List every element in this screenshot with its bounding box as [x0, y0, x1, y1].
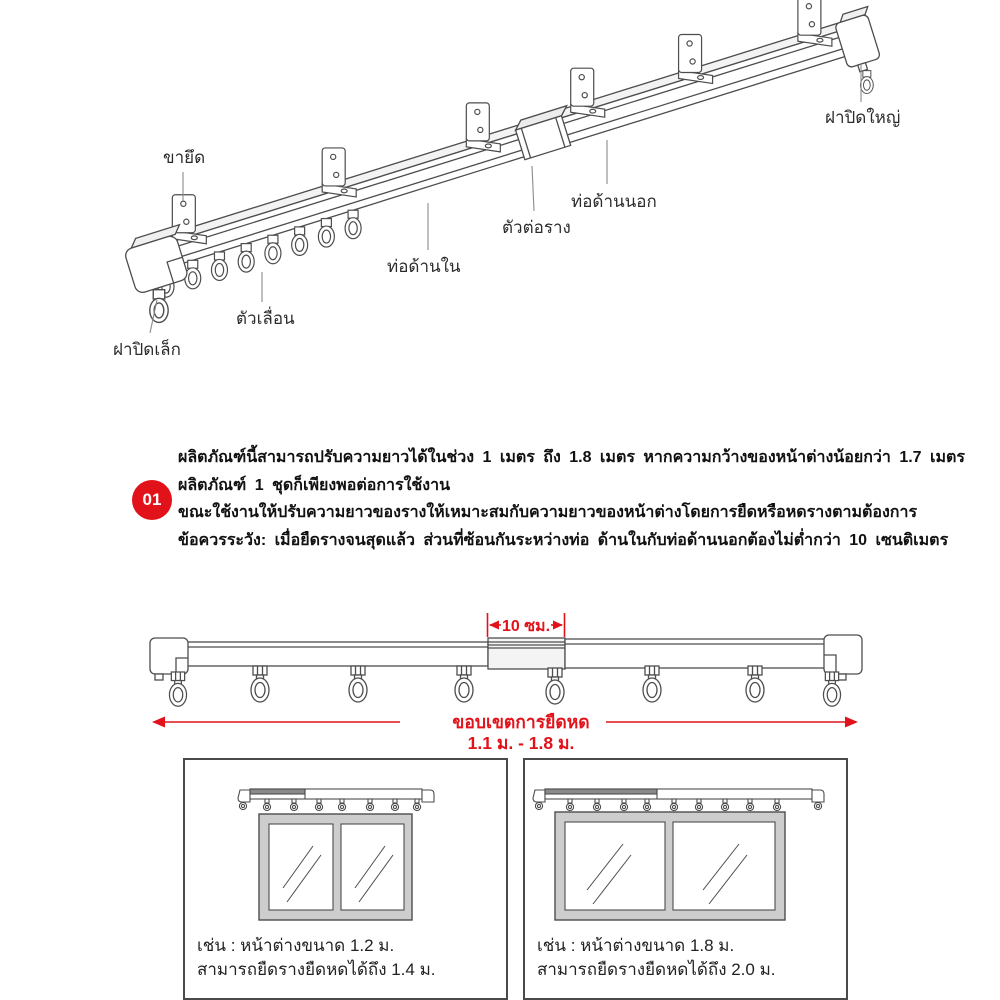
label-inner-tube: ท่อด้านใน — [387, 257, 461, 276]
label-small-end-cap: ฝาปิดเล็ก — [113, 340, 181, 359]
example-2-illustration — [525, 760, 846, 928]
overlap-dimension-text: 10 ซม. — [501, 618, 551, 635]
example-1-illustration — [185, 760, 506, 928]
example-box-1 — [183, 758, 508, 1000]
window — [259, 814, 412, 920]
leader-lines — [150, 64, 861, 333]
side-inner-tube — [186, 642, 488, 666]
example-1-rail-extension: สามารถยืดรางยืดหดได้ถึง 1.4 ม. — [197, 960, 436, 979]
example-2-rail-extension: สามารถยืดรางยืดหดได้ถึง 2.0 ม. — [537, 960, 776, 979]
side-glider-hooks — [251, 666, 764, 704]
example-1-window-size: เช่น : หน้าต่างขนาด 1.2 ม. — [197, 936, 395, 955]
instruction-line: ผลิตภัณฑ์นี้สามารถปรับความยาวได้ในช่วง 1 เมตร ถึง 1.8 เมตร หากความกว้างของหน้าต่างน้อยกว่า 1.7 เมตร — [178, 449, 965, 466]
example-2-window-size: เช่น : หน้าต่างขนาด 1.8 ม. — [537, 936, 735, 955]
side-large-end-cap — [823, 635, 862, 706]
rail-parts-diagram — [0, 0, 1000, 430]
label-large-end-cap: ฝาปิดใหญ่ — [825, 108, 901, 127]
label-glider: ตัวเลื่อน — [236, 309, 295, 328]
mini-rail — [238, 789, 434, 811]
mini-hooks — [263, 799, 420, 811]
range-value-text: 1.1 ม. - 1.8 ม. — [467, 733, 575, 753]
instruction-line: ขณะใช้งานให้ปรับความยาวของรางให้เหมาะสมกับความยาวของหน้าต่างโดยการยืดหรือหดรางตามต้องการ — [178, 504, 918, 521]
range-annotation — [152, 712, 858, 753]
example-box-2 — [523, 758, 848, 1000]
extension-range-diagram — [0, 600, 1000, 760]
side-outer-tube — [565, 639, 837, 668]
step-number-badge: 01 — [132, 480, 172, 520]
instruction-line: ข้อควรระวัง: เมื่อยืดรางจนสุดแล้ว ส่วนที่ซ้อนกันระหว่างท่อ ด้านในกับท่อด้านนอกต้องไม่ต่ำกว่า 10 เซนติเมตร — [178, 531, 949, 549]
mini-rail — [533, 789, 824, 811]
overlap-annotation — [488, 613, 565, 637]
mini-hooks — [566, 799, 780, 811]
instruction-line: ผลิตภัณฑ์ 1 ชุดก็เพียงพอต่อการใช้งาน — [178, 476, 450, 494]
label-rail-connector: ตัวต่อราง — [502, 218, 571, 237]
window — [555, 812, 785, 920]
label-bracket: ขายึด — [163, 148, 206, 167]
overlap-sleeve — [488, 638, 565, 669]
range-title-text: ขอบเขตการยืดหด — [452, 712, 590, 732]
side-small-end-cap — [150, 638, 188, 706]
instruction-text — [178, 444, 968, 554]
label-outer-tube: ท่อด้านนอก — [571, 192, 657, 211]
